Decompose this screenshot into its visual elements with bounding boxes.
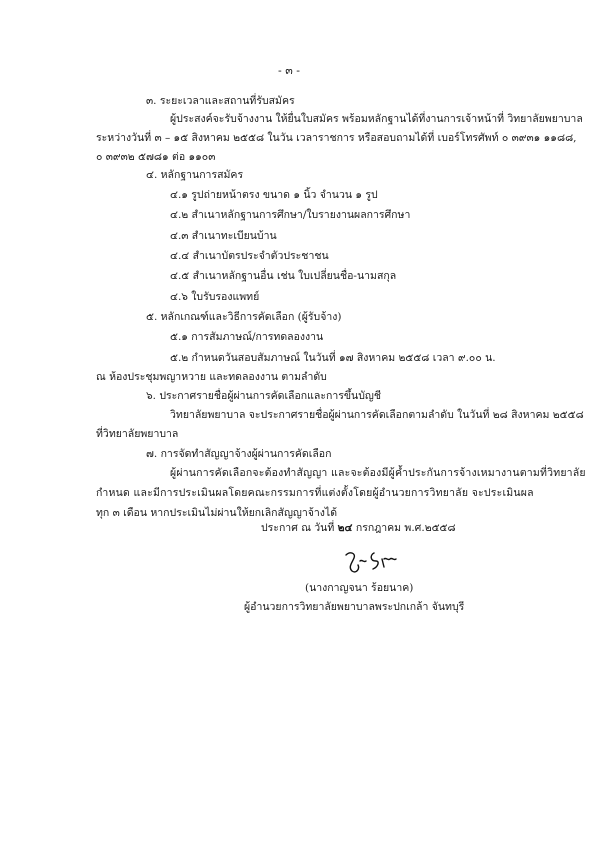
signatory-name: (นางกาญจนา ร้อยนาค) (305, 582, 414, 594)
announcement-date (261, 522, 456, 535)
section-3-heading: ๓. ระยะเวลาและสถานที่รับสมัคร (146, 95, 295, 107)
section-3-line-1: ผู้ประสงค์จะรับจ้างงาน ให้ยื่นใบสมัคร พร้อมหลักฐานได้ที่งานการเจ้าหน้าที่ วิทยาลัยพยาบาล (170, 113, 583, 125)
announcement-day: ๒๔ (337, 522, 353, 534)
section-6-line-1: วิทยาลัยพยาบาล จะประกาศรายชื่อผู้ผ่านการคัดเลือกตามลำดับ ในวันที่ ๒๘ สิงหาคม ๒๕๕๘ (170, 409, 584, 421)
announcement-prefix: ประกาศ ณ วันที่ (261, 522, 335, 534)
handwritten-signature (340, 547, 410, 577)
section-5-item-2: ๕.๒ กำหนดวันสอบสัมภาษณ์ ในวันที่ ๑๗ สิงหาคม ๒๕๕๘ เวลา ๙.๐๐ น. (170, 352, 496, 364)
section-5-item-2-continued: ณ ห้องประชุมพญาหวาย และทดลองงาน ตามลำดับ (96, 371, 327, 383)
page-number: - ๓ - (278, 64, 300, 77)
announcement-month-year: กรกฎาคม พ.ศ.๒๕๕๘ (355, 522, 456, 534)
signatory-position: ผู้อำนวยการวิทยาลัยพยาบาลพระปกเกล้า จันทบุรี (244, 601, 465, 613)
section-6-heading: ๖. ประกาศรายชื่อผู้ผ่านการคัดเลือกและการขึ้นบัญชี (146, 390, 381, 402)
section-4-item: ๔.๓ สำเนาทะเบียนบ้าน (170, 230, 277, 242)
section-7-line-2: กำหนด และมีการประเมินผลโดยคณะกรรมการที่แต่งตั้งโดยผู้อำนวยการวิทยาลัย จะประเมินผล (96, 487, 534, 499)
section-4-item: ๔.๕ สำเนาหลักฐานอื่น เช่น ใบเปลี่ยนชื่อ-นามสกุล (170, 270, 397, 282)
section-3-line-2: ระหว่างวันที่ ๓ – ๑๕ สิงหาคม ๒๕๕๘ ในวัน เวลาราชการ หรือสอบถามได้ที่ เบอร์โทรศัพท์ ๐ ๓๙๓๑ ๑๑๘๘, (96, 132, 577, 144)
section-7-line-1: ผู้ผ่านการคัดเลือกจะต้องทำสัญญา และจะต้องมีผู้ค้ำประกันการจ้างเหมางานตามที่วิทยาลัย (170, 467, 586, 479)
section-4-item: ๔.๔ สำเนาบัตรประจำตัวประชาชน (170, 250, 329, 262)
section-4-item: ๔.๖ ใบรับรองแพทย์ (170, 291, 260, 303)
section-4-item: ๔.๒ สำเนาหลักฐานการศึกษา/ใบรายงานผลการศึกษา (170, 209, 411, 221)
section-4-item: ๔.๑ รูปถ่ายหน้าตรง ขนาด ๑ นิ้ว จำนวน ๑ รูป (170, 189, 378, 201)
section-7-line-3: ทุก ๓ เดือน หากประเมินไม่ผ่านให้ยกเลิกสัญญาจ้างได้ (96, 507, 338, 519)
section-5-item-1: ๕.๑ การสัมภาษณ์/การทดลองงาน (170, 331, 324, 343)
section-7-heading: ๗. การจัดทำสัญญาจ้างผู้ผ่านการคัดเลือก (146, 448, 332, 460)
section-3-line-3: ๐ ๓๙๓๒ ๕๗๘๑ ต่อ ๑๑๐๓ (96, 151, 216, 163)
section-6-line-2: ที่วิทยาลัยพยาบาล (96, 428, 179, 440)
section-4-heading: ๔. หลักฐานการสมัคร (146, 169, 244, 181)
section-5-heading: ๕. หลักเกณฑ์และวิธีการคัดเลือก (ผู้รับจ้าง) (146, 311, 342, 323)
